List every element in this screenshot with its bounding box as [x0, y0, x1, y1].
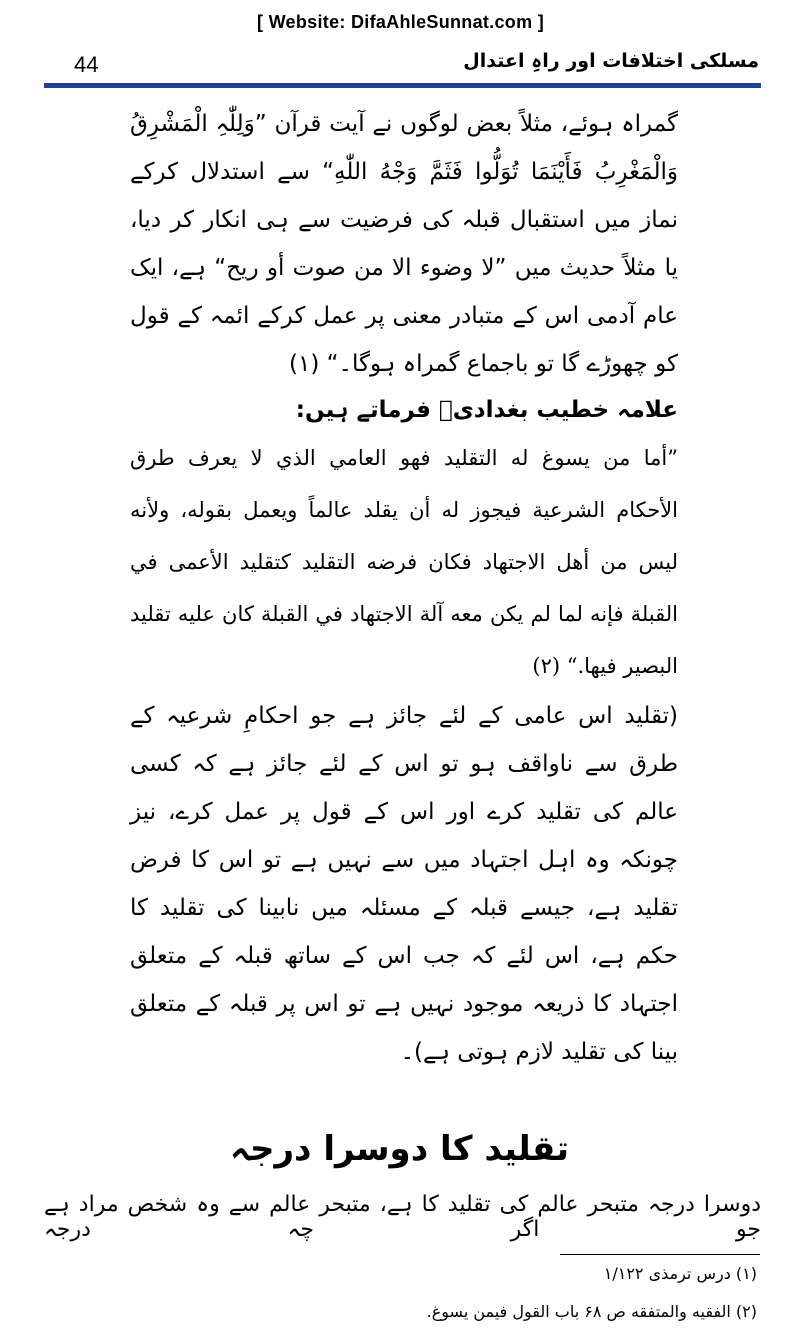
page-header [44, 50, 759, 86]
body-paragraph-1: گمراہ ہوئے، مثلاً بعض لوگوں نے آیت قرآن ”وَلِلّٰہِ الْمَشْرِقُ وَالْمَغْرِبُ فَأَيْنَمَا تُوَلُّوا فَثَمَّ وَجْهُ اللّٰهِ“ سے استدلال کرکے نماز میں استقبال قبلہ کی فرضیت سے ہی انکار کر دیا، یا مثلاً حدیث میں ”لا وضوء الا من صوت أو ريح“ ہے، ایک عام آدمی اس کے متبادر معنی پر عمل کرکے ائمہ کے قول کو چھوڑے گا تو باجماع گمراہ ہوگا۔“ (۱) [130, 111, 678, 377]
running-title: مسلکی اختلافات اور راہِ اعتدال [463, 50, 759, 72]
body-paragraph-3: (تقلید اس عامی کے لئے جائز ہے جو احکامِ شرعیہ کے طرق سے ناواقف ہو تو اس کے لئے جائز ہے کہ کسی عالم کی تقلید کرے اور اس کے قول پر عمل کرے، نیز چونکہ وہ اہل اجتہاد میں سے نہیں ہے تو اس کا فرض تقلید ہے، جیسے قبلہ کے مسئلہ میں نابینا کی تقلید کا حکم ہے، اس لئے کہ جب اس کے ساتھ قبلہ کے متعلق اجتہاد کا ذریعہ موجود نہیں ہے تو اس پر قبلہ کے متعلق بینا کی تقلید لازم ہوتی ہے)۔ [130, 703, 678, 1065]
footnote-rule [560, 1254, 760, 1255]
site-banner: [ Website: DifaAhleSunnat.com ] [257, 12, 544, 32]
main-body [130, 100, 678, 1076]
footnote-2: (۲) الفقيه والمتفقه ص ۶۸ باب القول فيمن يسوغ. [426, 1302, 757, 1321]
header-rule [44, 83, 761, 88]
page-number: 44 [74, 52, 99, 77]
footnote-1: (۱) درس ترمذی ۱/۱۲۲ [603, 1264, 757, 1283]
body-paragraph-2: علامہ خطیب بغدادیؒ فرماتے ہیں: [295, 397, 678, 423]
footnotes [427, 1262, 757, 1338]
arabic-quote: ”أما من يسوغ له التقليد فهو العامي الذي لا يعرف طرق الأحكام الشرعية فيجوز له أن يقلد عالماً ويعمل بقوله، ولأنه ليس من أهل الاجتهاد فكان فرضه التقليد كتقليد الأعمى في القبلة فإنه لما لم يكن معه آلة الاجتهاد في القبلة كان عليه تقليد البصير فيها.“ (۲) [130, 446, 678, 678]
section-continuation: دوسرا درجہ متبحر عالم کی تقلید کا ہے، متبحر عالم سے وہ شخص مراد ہے جو اگر چہ درجہ [44, 1192, 761, 1242]
section-heading: تقلید کا دوسرا درجہ [230, 1129, 569, 1169]
